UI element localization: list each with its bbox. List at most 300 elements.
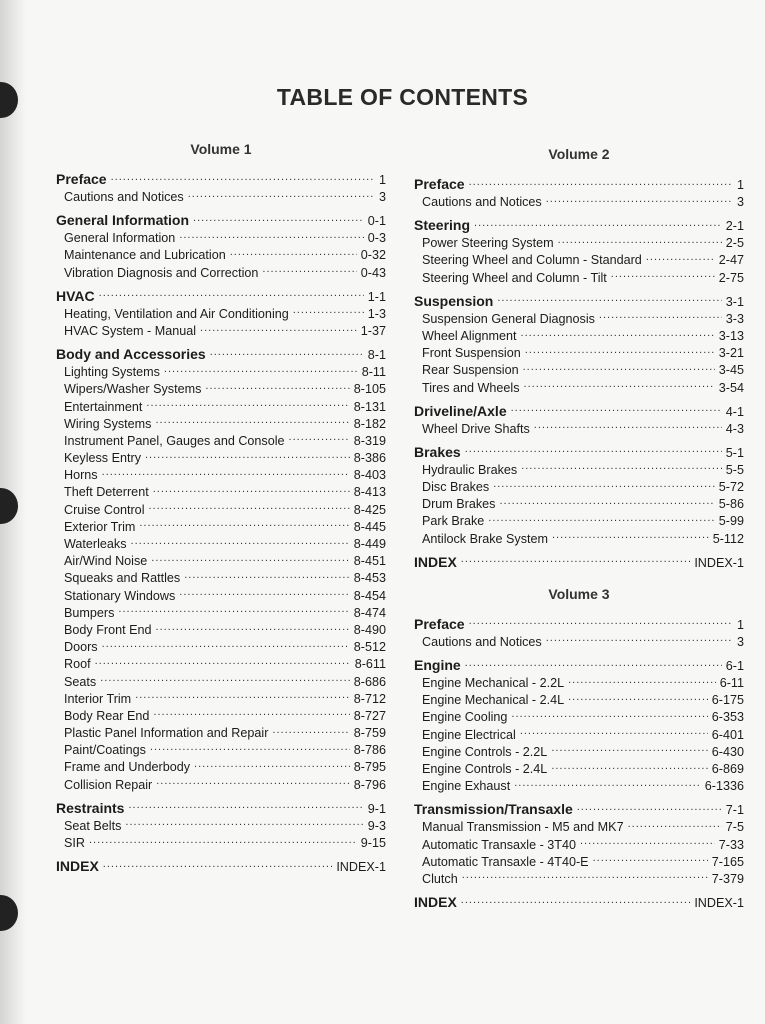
toc-entry-page: 8-453 <box>353 571 386 586</box>
dot-leader <box>534 424 722 434</box>
toc-entry-label: Waterleaks <box>64 537 127 551</box>
section-heading[interactable] <box>56 287 386 306</box>
toc-entry-label: Bumpers <box>64 605 115 620</box>
dot-leader <box>102 643 350 653</box>
toc-entry[interactable] <box>414 194 744 211</box>
toc-entry[interactable] <box>414 837 744 854</box>
toc-entry[interactable] <box>56 691 386 708</box>
toc-entry-page: 6-175 <box>711 693 744 708</box>
toc-entry[interactable] <box>414 380 744 397</box>
dot-leader <box>293 309 364 319</box>
toc-entry[interactable] <box>414 479 744 496</box>
toc-entry-label: Vibration Diagnosis and Correction <box>64 265 259 280</box>
toc-entry-label: Park Brake <box>422 514 485 529</box>
volume-3-heading: Volume 3 <box>548 585 610 602</box>
toc-entry[interactable] <box>56 605 386 622</box>
toc-entry-page: 3-54 <box>718 380 744 395</box>
dot-leader <box>99 291 364 301</box>
toc-entry[interactable] <box>414 513 744 530</box>
toc-section <box>414 175 744 211</box>
toc-entry[interactable] <box>414 692 744 709</box>
dot-leader <box>95 660 351 670</box>
section-heading-page: 9-1 <box>367 801 386 816</box>
section-heading-page: 1-1 <box>367 289 386 304</box>
toc-entry[interactable] <box>414 252 744 269</box>
dot-leader <box>139 522 349 532</box>
section-heading-label: Brakes <box>414 443 461 460</box>
toc-entry-page: 8-611 <box>354 657 386 672</box>
toc-entry-page: 7-379 <box>711 871 744 886</box>
section-heading[interactable] <box>56 211 386 230</box>
toc-entry-page: 3-45 <box>718 363 744 378</box>
dot-leader <box>125 821 363 831</box>
dot-leader <box>646 256 715 266</box>
toc-entry[interactable] <box>414 744 744 761</box>
toc-entry-label: Suspension General Diagnosis <box>422 311 595 326</box>
dot-leader <box>184 574 350 584</box>
volume-1-heading: Volume 1 <box>190 141 252 157</box>
toc-section <box>414 443 744 548</box>
dot-leader <box>188 193 375 203</box>
dot-leader <box>511 406 722 416</box>
toc-entry-label: Interior Trim <box>64 691 132 706</box>
toc-entry[interactable] <box>56 536 386 553</box>
toc-entry[interactable] <box>414 270 744 287</box>
toc-entry-page: 5-86 <box>718 497 744 512</box>
toc-entry[interactable] <box>56 519 386 536</box>
toc-entry-page: 6-869 <box>711 761 744 776</box>
section-heading-label: Preface <box>414 176 465 192</box>
toc-entry-page: 3-3 <box>725 311 744 326</box>
toc-entry-label: Power Steering System <box>422 236 554 251</box>
toc-entry[interactable] <box>56 742 386 759</box>
section-heading-page: 1 <box>736 178 744 192</box>
section-heading[interactable] <box>414 402 744 421</box>
toc-entry-page: 2-5 <box>725 236 744 251</box>
section-heading-page: 7-1 <box>725 803 744 818</box>
dot-leader <box>194 763 350 773</box>
dot-leader <box>156 626 350 636</box>
toc-entry-page: 2-75 <box>718 270 744 285</box>
toc-entry-label: Air/Wind Noise <box>64 554 148 569</box>
toc-entry[interactable] <box>56 553 386 570</box>
toc-entry-label: Wiring Systems <box>64 416 152 431</box>
toc-entry[interactable] <box>56 708 386 725</box>
dot-leader <box>499 500 714 510</box>
index-label: INDEX <box>414 553 457 570</box>
dot-leader <box>511 713 707 723</box>
toc-entry[interactable] <box>414 761 744 778</box>
toc-entry[interactable] <box>414 345 744 362</box>
toc-entry-label: Wheel Drive Shafts <box>422 421 530 436</box>
toc-entry-page: 7-5 <box>725 820 744 835</box>
toc-entry-label: Roof <box>64 657 91 672</box>
dot-leader <box>155 419 349 429</box>
toc-section <box>56 170 386 206</box>
volume-1-index[interactable] <box>56 857 386 876</box>
toc-entry-page: 8-413 <box>353 485 386 500</box>
index-label: INDEX <box>414 894 457 911</box>
toc-entry-label: Frame and Underbody <box>64 760 191 775</box>
toc-section <box>414 402 744 438</box>
dot-leader <box>153 711 349 721</box>
section-heading[interactable] <box>414 656 744 675</box>
toc-section <box>56 345 386 794</box>
toc-entry[interactable] <box>56 189 386 206</box>
toc-entry[interactable] <box>56 399 386 416</box>
toc-entry-label: Entertainment <box>64 399 143 414</box>
section-heading[interactable] <box>414 175 744 194</box>
section-heading-label: HVAC <box>56 287 95 304</box>
toc-entry[interactable] <box>414 871 744 888</box>
dot-leader <box>469 619 733 629</box>
toc-entry-label: Seats <box>64 674 97 689</box>
dot-leader <box>205 385 349 395</box>
toc-entry-page: 8-454 <box>353 588 386 603</box>
toc-entry[interactable] <box>56 484 386 501</box>
section-heading-page: 0-1 <box>367 214 386 229</box>
dot-leader <box>577 805 722 815</box>
dot-leader <box>525 349 715 359</box>
section-heading-label: Steering <box>414 217 471 234</box>
toc-entry-label: Engine Mechanical - 2.4L <box>422 693 565 708</box>
toc-entry[interactable] <box>56 247 386 264</box>
toc-entry-page: 7-33 <box>718 837 744 852</box>
dot-leader <box>111 175 375 185</box>
toc-entry-page: 8-105 <box>353 382 386 397</box>
toc-entry[interactable] <box>56 265 386 282</box>
toc-entry-label: Wipers/Washer Systems <box>64 382 202 397</box>
toc-entry[interactable] <box>414 854 744 871</box>
dot-leader <box>524 383 715 393</box>
dot-leader <box>568 696 708 706</box>
toc-entry-page: 3 <box>736 195 744 209</box>
toc-entry-label: Heating, Ventilation and Air Conditioning <box>64 306 289 321</box>
volume-3-sections <box>414 615 744 888</box>
toc-entry-label: Front Suspension <box>422 346 521 361</box>
dot-leader <box>474 221 722 231</box>
volume-2-sections <box>414 175 744 548</box>
index-page: INDEX-1 <box>336 860 386 875</box>
toc-entry-label: Antilock Brake System <box>422 531 548 546</box>
toc-entry-label: HVAC System - Manual <box>64 323 197 338</box>
toc-entry-page: 1-3 <box>367 306 386 321</box>
toc-entry-page: 5-5 <box>725 462 744 477</box>
toc-entry-label: Manual Transmission - M5 and MK7 <box>422 820 624 835</box>
toc-entry[interactable] <box>414 462 744 479</box>
section-heading-label: Driveline/Axle <box>414 402 507 419</box>
dot-leader <box>210 350 364 360</box>
dot-leader <box>462 874 708 884</box>
toc-entry-label: Clutch <box>422 871 458 886</box>
toc-entry[interactable] <box>414 311 744 328</box>
toc-entry-page: 8-386 <box>353 451 386 466</box>
toc-entry-page: 5-99 <box>718 514 744 529</box>
dot-leader <box>200 327 357 337</box>
dot-leader <box>551 765 707 775</box>
toc-entry[interactable] <box>56 818 386 835</box>
section-heading-label: Restraints <box>56 799 125 816</box>
dot-leader <box>164 368 358 378</box>
dot-leader <box>150 746 350 756</box>
toc-entry-page: 1-37 <box>360 323 386 338</box>
toc-entry-page: 3 <box>736 634 744 649</box>
toc-entry-page: 5-72 <box>718 480 744 495</box>
toc-entry-label: Squeaks and Rattles <box>64 571 181 586</box>
section-heading-page: 4-1 <box>725 404 744 419</box>
dot-leader <box>131 540 350 550</box>
toc-entry-page: 6-1336 <box>704 779 744 794</box>
section-heading-page: 1 <box>378 173 386 187</box>
toc-entry[interactable] <box>414 362 744 379</box>
section-heading-label: General Information <box>56 212 190 229</box>
toc-entry-page: 6-11 <box>719 676 744 690</box>
toc-entry-label: Lighting Systems <box>64 365 160 380</box>
dot-leader <box>593 857 708 867</box>
toc-entry-label: Cruise Control <box>64 502 145 517</box>
volume-1-sections <box>56 170 386 852</box>
dot-leader <box>289 436 350 446</box>
toc-entry-page: 4-3 <box>725 421 744 436</box>
toc-entry-label: Stationary Windows <box>64 588 176 603</box>
toc-entry-label: Steering Wheel and Column - Standard <box>422 253 642 268</box>
section-heading[interactable] <box>56 170 386 189</box>
section-heading-page: 5-1 <box>725 445 744 460</box>
toc-entry-label: Engine Mechanical - 2.2L <box>422 676 565 690</box>
section-heading[interactable] <box>56 799 386 818</box>
toc-entry[interactable] <box>414 709 744 726</box>
dot-leader <box>521 465 722 475</box>
toc-entry-page: 0-32 <box>360 248 386 263</box>
toc-entry[interactable] <box>56 306 386 323</box>
toc-entry-label: Cautions and Notices <box>422 195 542 209</box>
toc-section <box>414 656 744 795</box>
dot-leader <box>558 239 722 249</box>
section-heading[interactable] <box>414 443 744 462</box>
toc-entry-label: Maintenance and Lubrication <box>64 248 226 263</box>
toc-entry[interactable] <box>56 502 386 519</box>
toc-entry[interactable] <box>56 777 386 794</box>
dot-leader <box>465 447 722 457</box>
toc-entry-label: Theft Deterrent <box>64 485 149 500</box>
section-heading-label: Preface <box>56 171 107 187</box>
toc-entry[interactable] <box>414 421 744 438</box>
dot-leader <box>580 840 715 850</box>
toc-entry-label: Plastic Panel Information and Repair <box>64 726 269 741</box>
section-heading-label: Preface <box>414 615 465 632</box>
toc-entry-label: Automatic Transaxle - 3T40 <box>422 837 576 852</box>
dot-leader <box>551 747 707 757</box>
toc-entry[interactable] <box>56 230 386 247</box>
volume-2-index[interactable] <box>414 553 744 572</box>
toc-entry-label: Cautions and Notices <box>422 634 542 649</box>
toc-entry[interactable] <box>56 323 386 340</box>
toc-entry-page: 8-512 <box>353 640 386 655</box>
toc-entry-label: Keyless Entry <box>64 451 141 466</box>
toc-entry-page: 3 <box>378 190 386 204</box>
dot-leader <box>151 557 350 567</box>
section-heading-label: Engine <box>414 657 461 673</box>
dot-leader <box>100 677 350 687</box>
toc-entry-page: 8-490 <box>353 622 386 637</box>
dot-leader <box>469 180 733 190</box>
toc-entry-label: Instrument Panel, Gauges and Console <box>64 433 285 448</box>
volume-2-heading: Volume 2 <box>548 146 610 162</box>
dot-leader <box>128 803 363 813</box>
index-page: INDEX-1 <box>694 896 744 911</box>
toc-section <box>56 287 386 340</box>
page-title: TABLE OF CONTENTS <box>276 84 529 110</box>
toc-entry-page: 8-796 <box>353 777 386 792</box>
toc-entry-label: Automatic Transaxle - 4T40-E <box>422 854 589 869</box>
dot-leader <box>523 366 715 376</box>
dot-leader <box>135 694 350 704</box>
section-heading[interactable] <box>414 615 744 634</box>
dot-leader <box>179 234 363 244</box>
toc-section <box>414 615 744 651</box>
toc-entry-label: Collision Repair <box>64 777 153 792</box>
dot-leader <box>230 251 357 261</box>
toc-entry-page: 7-165 <box>711 854 744 869</box>
section-heading-label: Transmission/Transaxle <box>414 801 573 818</box>
dot-leader <box>568 679 716 689</box>
toc-entry-page: 8-445 <box>353 519 386 534</box>
toc-entry[interactable] <box>56 639 386 656</box>
toc-entry-label: Steering Wheel and Column - Tilt <box>422 270 607 285</box>
toc-entry-label: Tires and Wheels <box>422 380 520 395</box>
dot-leader <box>546 198 733 208</box>
toc-entry-page: 8-686 <box>353 674 386 689</box>
dot-leader <box>514 782 701 792</box>
toc-entry[interactable] <box>414 634 744 651</box>
section-heading-page: 6-1 <box>725 659 744 673</box>
toc-entry-page: 8-131 <box>353 399 386 414</box>
toc-entry-page: 2-47 <box>718 253 744 268</box>
dot-leader <box>146 402 349 412</box>
toc-entry-label: Seat Belts <box>64 818 122 833</box>
toc-section <box>56 211 386 282</box>
toc-entry[interactable] <box>56 570 386 587</box>
dot-leader <box>488 517 714 527</box>
section-heading-page: 1 <box>736 617 744 632</box>
toc-entry-page: 8-11 <box>361 365 386 380</box>
toc-entry-label: Body Front End <box>64 622 152 637</box>
dot-leader <box>461 557 691 567</box>
dot-leader <box>521 332 715 342</box>
toc-entry-page: 8-727 <box>353 708 386 723</box>
toc-entry[interactable] <box>56 381 386 398</box>
toc-entry[interactable] <box>56 433 386 450</box>
toc-entry[interactable] <box>56 588 386 605</box>
toc-entry-label: Wheel Alignment <box>422 328 517 343</box>
toc-entry-page: 8-449 <box>353 537 386 551</box>
toc-entry-page: 0-43 <box>360 265 386 280</box>
dot-leader <box>153 488 350 498</box>
toc-entry[interactable] <box>56 416 386 433</box>
toc-entry[interactable] <box>56 835 386 852</box>
dot-leader <box>103 862 333 872</box>
toc-entry-page: 8-712 <box>353 691 386 706</box>
toc-entry-page: 0-3 <box>367 231 386 246</box>
toc-entry-page: 8-451 <box>353 554 386 569</box>
toc-entry[interactable] <box>56 725 386 742</box>
dot-leader <box>272 729 349 739</box>
section-heading[interactable] <box>56 345 386 364</box>
dot-leader <box>465 661 722 671</box>
toc-entry-label: Exterior Trim <box>64 519 136 534</box>
toc-entry[interactable] <box>56 450 386 467</box>
toc-entry-page: 8-425 <box>353 502 386 517</box>
toc-section <box>56 799 386 852</box>
dot-leader <box>497 296 721 306</box>
toc-entry-label: Drum Brakes <box>422 497 496 512</box>
toc-entry[interactable] <box>414 778 744 795</box>
dot-leader <box>461 898 691 908</box>
toc-entry-label: Engine Controls - 2.4L <box>422 761 548 776</box>
toc-entry[interactable] <box>414 328 744 345</box>
section-heading[interactable] <box>414 216 744 235</box>
section-heading-page: 8-1 <box>367 348 386 363</box>
toc-entry[interactable] <box>56 656 386 673</box>
volume-3-index[interactable] <box>414 893 744 912</box>
toc-entry[interactable] <box>414 727 744 744</box>
toc-entry[interactable] <box>414 531 744 548</box>
section-heading-label: Body and Accessories <box>56 346 206 363</box>
toc-entry-page: 6-401 <box>711 727 744 742</box>
dot-leader <box>149 505 350 515</box>
index-page: INDEX-1 <box>694 555 744 570</box>
toc-entry[interactable] <box>414 496 744 513</box>
toc-entry-page: 8-759 <box>353 726 386 741</box>
section-heading-page: 3-1 <box>725 294 744 309</box>
dot-leader <box>611 273 715 283</box>
volume-1-column <box>56 140 386 876</box>
dot-leader <box>118 608 349 618</box>
toc-entry-page: 6-353 <box>711 710 744 725</box>
toc-entry-label: Rear Suspension <box>422 363 519 378</box>
dot-leader <box>546 637 733 647</box>
toc-entry[interactable] <box>56 364 386 381</box>
toc-entry[interactable] <box>56 622 386 639</box>
dot-leader <box>520 730 708 740</box>
toc-entry[interactable] <box>56 759 386 776</box>
toc-entry-page: 9-15 <box>360 836 386 850</box>
toc-entry-label: SIR <box>64 836 85 850</box>
section-heading-page: 2-1 <box>725 219 744 234</box>
dot-leader <box>552 534 709 544</box>
dot-leader <box>156 780 350 790</box>
dot-leader <box>628 823 722 833</box>
dot-leader <box>179 591 349 601</box>
volume-2-3-column <box>414 145 744 912</box>
section-heading[interactable] <box>414 800 744 819</box>
toc-entry-page: 5-112 <box>712 531 744 546</box>
section-heading[interactable] <box>414 292 744 311</box>
toc-entry[interactable] <box>414 235 744 252</box>
section-heading-label: Suspension <box>414 292 494 309</box>
toc-entry-label: Cautions and Notices <box>64 190 184 204</box>
toc-section <box>414 800 744 888</box>
toc-entry[interactable] <box>56 674 386 691</box>
toc-entry[interactable] <box>56 467 386 484</box>
toc-entry-label: Body Rear End <box>64 708 150 723</box>
dot-leader <box>89 839 357 849</box>
toc-entry[interactable] <box>414 819 744 836</box>
toc-entry-label: Doors <box>64 640 98 655</box>
toc-entry-label: Engine Cooling <box>422 710 508 725</box>
toc-entry[interactable] <box>414 675 744 692</box>
toc-entry-page: 6-430 <box>711 744 744 759</box>
